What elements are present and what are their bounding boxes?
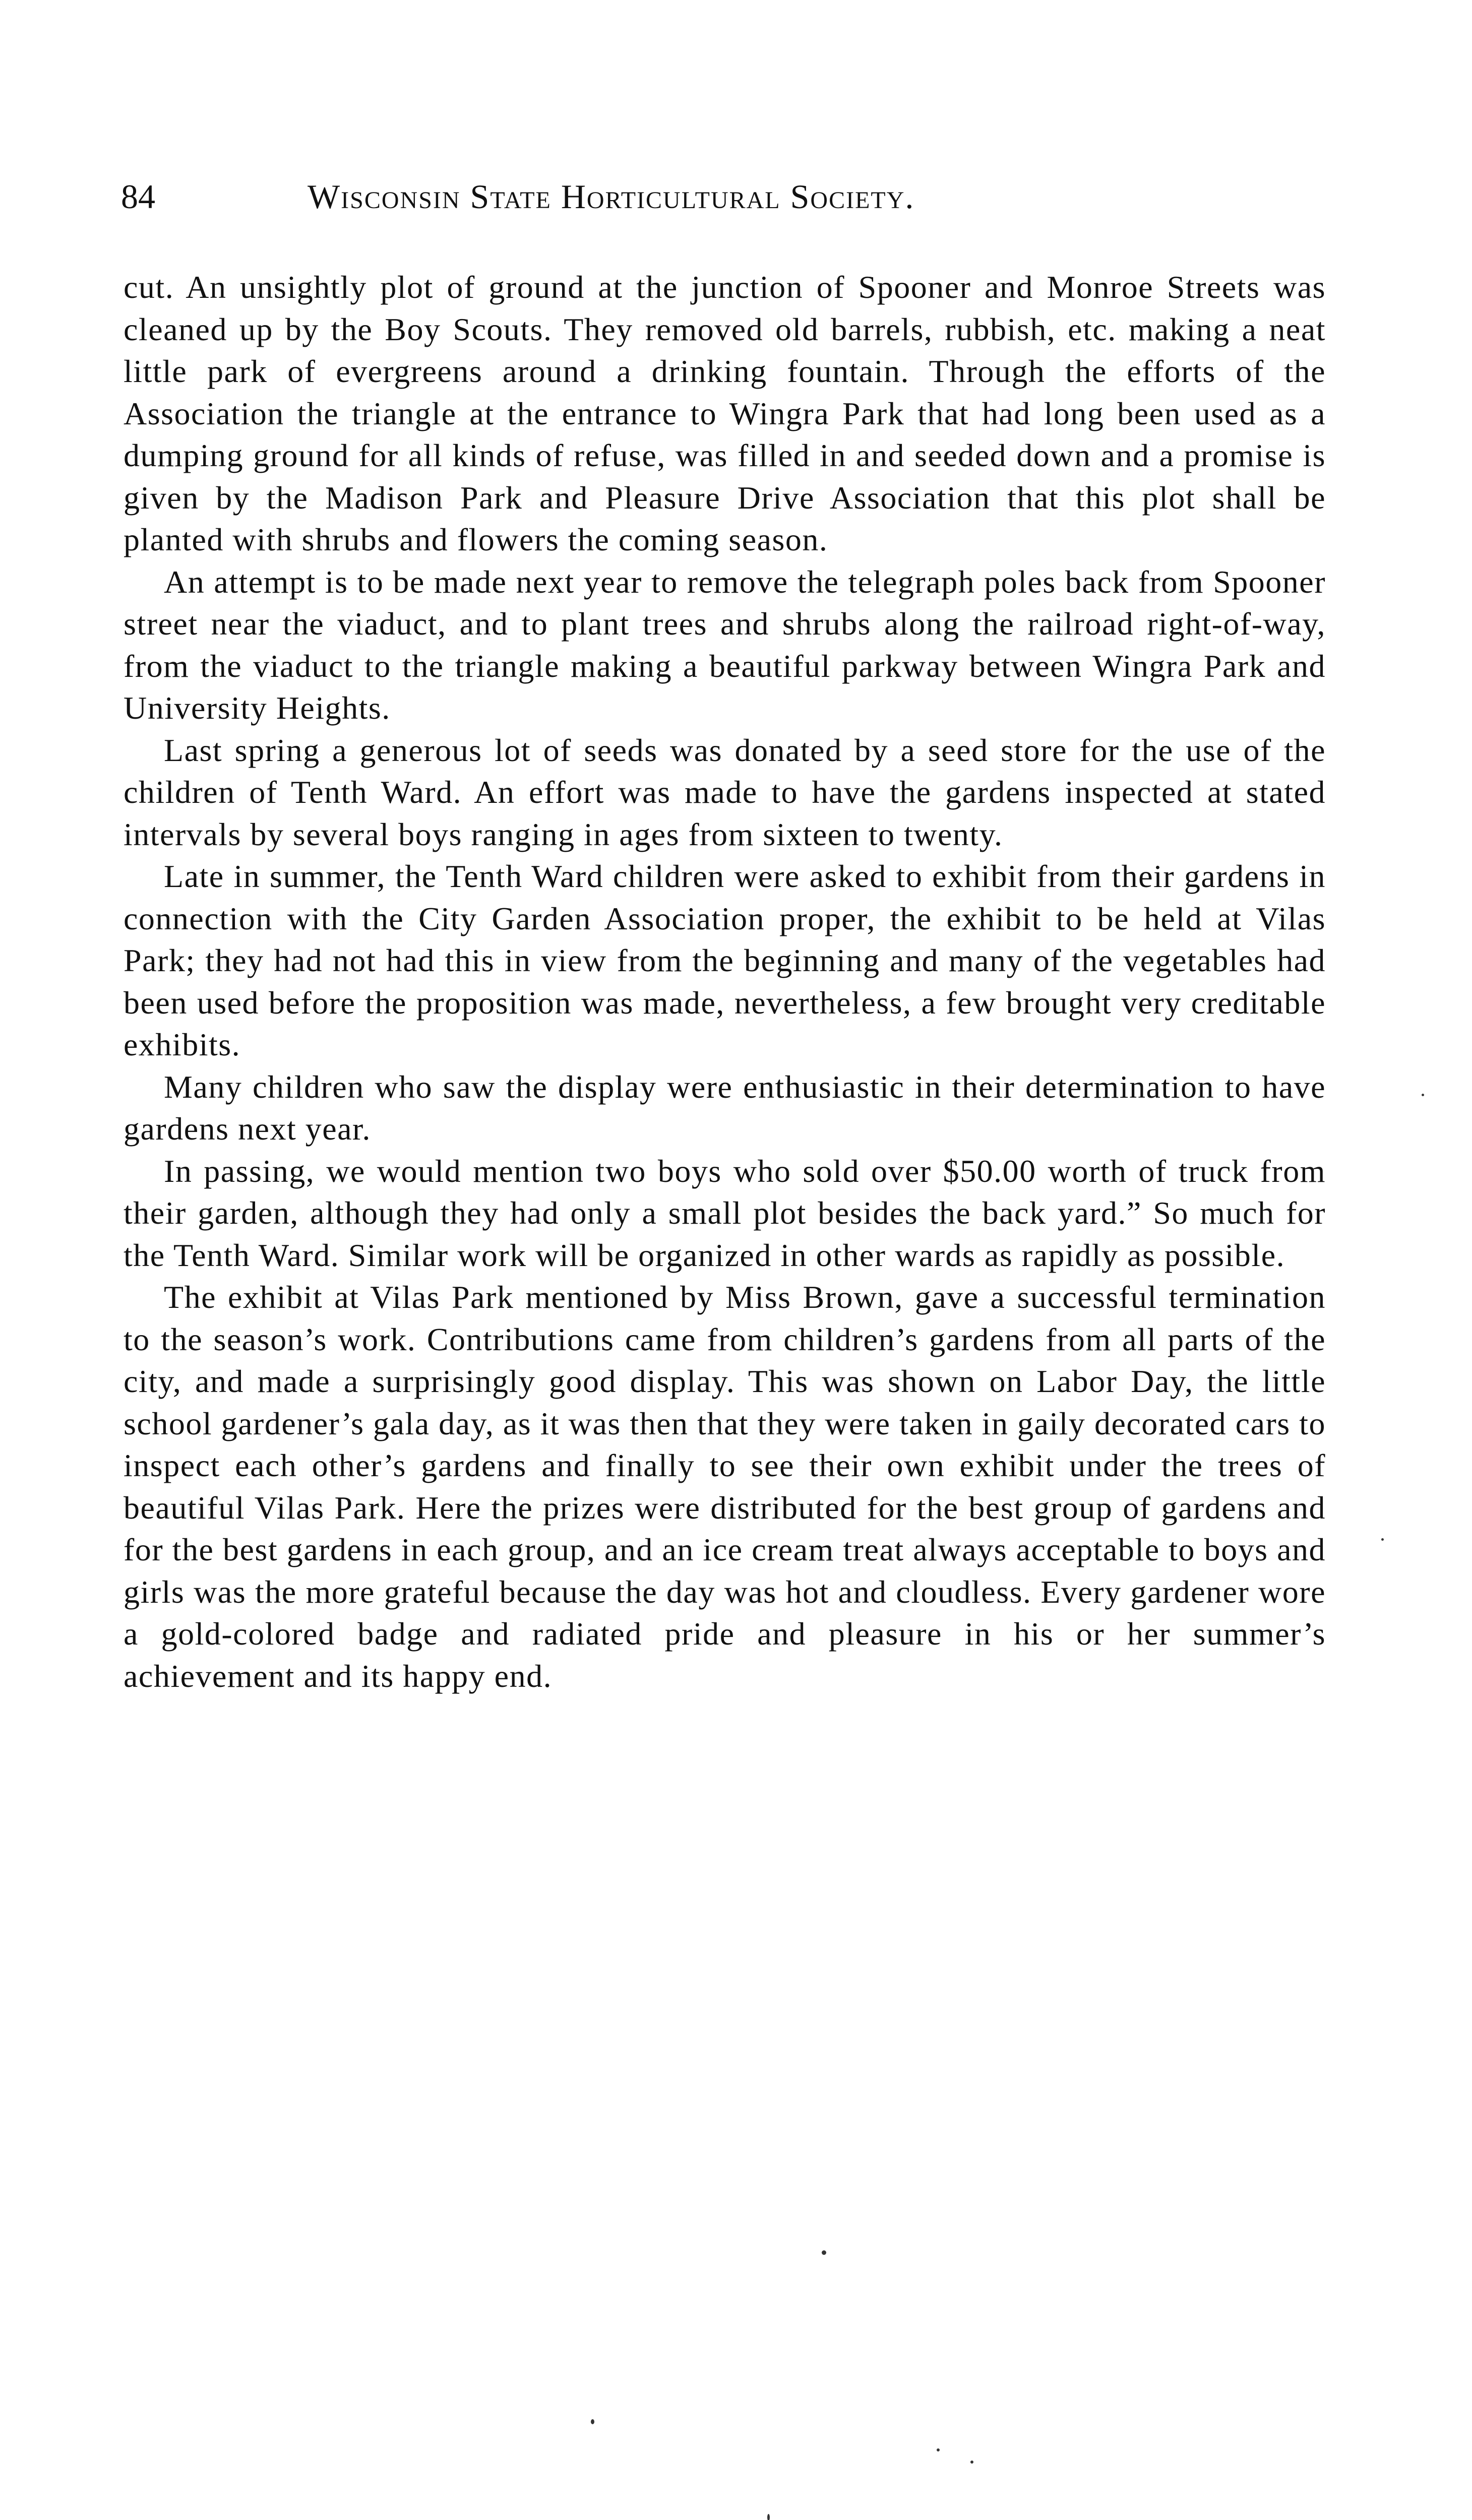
body-text — [124, 266, 1326, 1697]
scan-speck — [970, 2461, 973, 2464]
scan-speck — [1381, 1538, 1384, 1541]
scan-speck — [767, 2514, 770, 2520]
running-title: Wisconsin State Horticultural Society. — [308, 177, 915, 216]
scan-speck — [591, 2419, 594, 2424]
paragraph-6: In passing, we would mention two boys who sold over $50.00 worth of truck from their garden, although they had only a small plot besides the back yard.” So much for the Tenth Ward. Similar work will be organized in other wards as rapidly as possible. — [124, 1153, 1326, 1273]
page-number: 84 — [121, 177, 155, 216]
paragraph-3: Last spring a generous lot of seeds was donated by a seed store for the use of the children of Tenth Ward. An effort was made to have the gardens inspected at stated intervals by several boys ranging in ages from sixteen to twenty. — [124, 732, 1326, 852]
paragraph-1: cut. An unsightly plot of ground at the junction of Spooner and Monroe Streets was cleaned up by the Boy Scouts. They removed old barrels, rubbish, etc. making a neat little park of evergreens around a drinking fountain. Through the efforts of the Association the triangle at the entrance to Wingra Park that had long been used as a dumping ground for all kinds of refuse, was filled in and seeded down and a promise is given by the Madison Park and Pleasure Drive Association that this plot shall be planted with shrubs and flowers the coming season. — [124, 269, 1326, 557]
paragraph-4: Late in summer, the Tenth Ward children were asked to exhibit from their gardens in connection with the City Garden Association proper, the exhibit to be held at Vilas Park; they had not had this in view from the beginning and many of the vegetables had been used before the proposition was made, nevertheless, a few brought very creditable exhibits. — [124, 858, 1326, 1062]
paragraph-2: An attempt is to be made next year to remove the telegraph poles back from Spooner street near the viaduct, and to plant trees and shrubs along the railroad right-of-way, from the viaduct to the triangle making a beautiful parkway between Wingra Park and University Heights. — [124, 563, 1326, 726]
scan-speck — [1422, 1094, 1424, 1096]
paragraph-7: The exhibit at Vilas Park mentioned by Miss Brown, gave a successful termination to the season’s work. Contributions came from children’s gardens from all parts of the city, and made a surprisingly good display. This was shown on Labor Day, the little school gardener’s gala day, as it was then that they were taken in gaily decorated cars to inspect each other’s gardens and finally to see their own exhibit under the trees of beautiful Vilas Park. Here the prizes were distributed for the best group of gardens and for the best gardens in each group, and an ice cream treat always acceptable to boys and girls was the more grateful because the day was hot and cloudless. Every gardener wore a gold-colored badge and radiated pride and pleasure in his or her summer’s achievement and its happy end. — [124, 1279, 1326, 1694]
page-header — [121, 171, 1321, 222]
paragraph-5: Many children who saw the display were enthusiastic in their determination to have gardens next year. — [124, 1068, 1326, 1147]
scan-speck — [822, 2250, 826, 2255]
scan-speck — [937, 2448, 940, 2451]
